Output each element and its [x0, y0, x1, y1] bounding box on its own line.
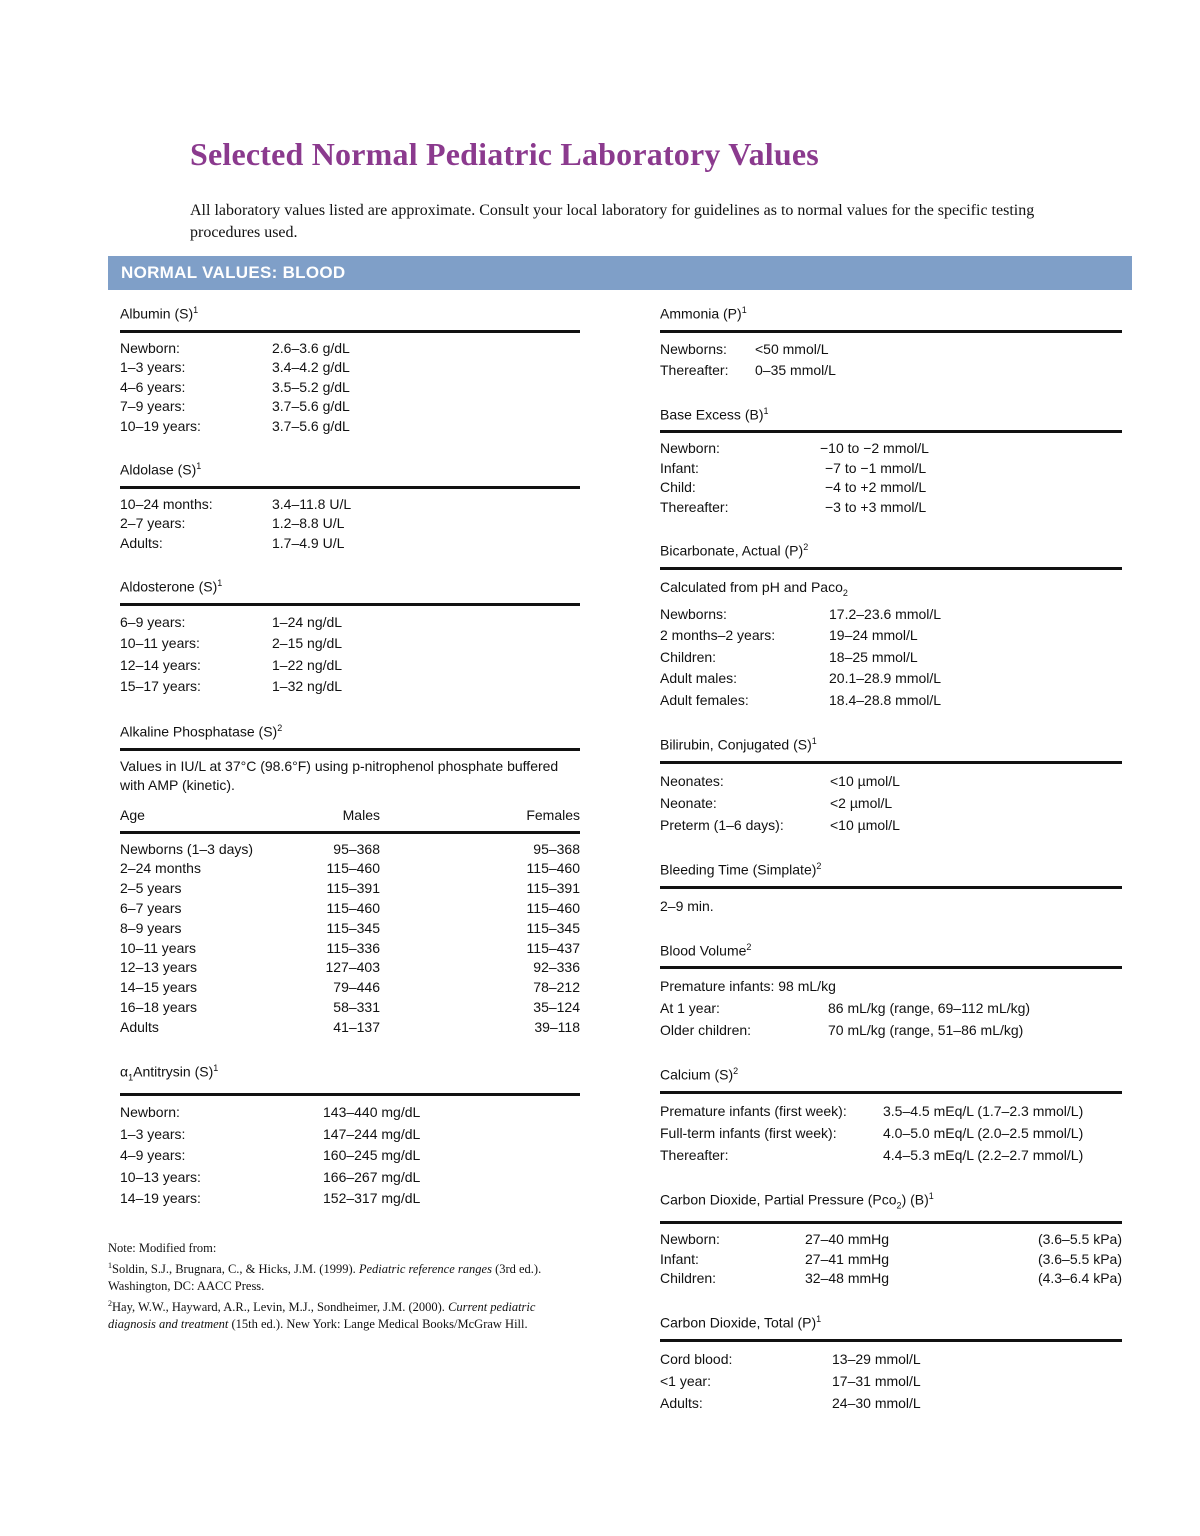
section-banner	[108, 256, 1132, 290]
table-row: 10–19 years: 3.7–5.6 g/dL	[120, 417, 350, 434]
section-title: Carbon Dioxide, Partial Pressure (Pco$_2$) $(B)^1$	[660, 1190, 934, 1211]
note-lead: Note: Modified from:	[108, 1241, 217, 1255]
divider	[660, 1339, 1122, 1342]
table-row: 2–7 years: 1.2–8.8 U/L	[120, 515, 345, 532]
table-row: 14–19 years: 152–317 mg/dL	[120, 1190, 421, 1207]
section-title: Bicarbonate, Actual $(P)^2$	[660, 542, 809, 559]
section-title: Bilirubin, Conjugated $(S)^1$	[660, 736, 817, 753]
divider	[660, 1221, 1122, 1224]
table-row: 2–24 months 115–460 115–460	[120, 860, 580, 877]
table-row: Newborns: 17.2–23.6 mmol/L	[660, 605, 942, 622]
pco2-section	[660, 1182, 1122, 1289]
table-row: Older children: 70 mL/kg (range, 51–86 mL/kg)	[660, 1022, 1024, 1039]
table-row: Newborns (1–3 days) 95–368 95–368	[120, 840, 580, 857]
table-row: 2 months–2 years: 19–24 mmol/L	[660, 627, 918, 644]
table-row: 8–9 years 115–345 115–345	[120, 919, 580, 936]
bilirubin-section	[660, 727, 1122, 836]
table-row: Adult females: 18.4–28.8 mmol/L	[660, 691, 942, 708]
table-row: Newborn: 27–40 mmHg (3.6–5.5 kPa)	[660, 1231, 1122, 1248]
table-row: 10–11 years 115–336 115–437	[120, 939, 580, 956]
value-text: 2–9 min.	[660, 897, 714, 914]
section-title: Ammonia $(P)^1$	[660, 305, 747, 322]
table-row: <1 year: 17–31 mmol/L	[660, 1372, 921, 1389]
table-row: 7–9 years: 3.7–5.6 g/dL	[120, 398, 350, 415]
section-title: Aldosterone $(S)^1$	[120, 578, 223, 595]
table-row: Neonates: <10 µmol/L	[660, 772, 900, 789]
table-row: 10–11 years: 2–15 ng/dL	[120, 635, 343, 652]
table-row: 1–3 years: 147–244 mg/dL	[120, 1125, 421, 1142]
bicarbonate-section	[660, 533, 1122, 711]
table-row: Newborn: 2.6–3.6 g/dL	[120, 339, 350, 356]
table-row: 6–9 years: 1–24 ng/dL	[120, 613, 343, 630]
ammonia-section	[660, 296, 1122, 381]
table-row: Adults 41–137 39–118	[120, 1018, 580, 1035]
table-row: Infant: −7 to −1 mmol/L	[660, 459, 927, 476]
intro-text: All laboratory values listed are approximate. Consult your local laboratory for guidelines as to normal values for the specific testing procedures used.	[190, 202, 1035, 241]
table-row: 10–13 years: 166–267 mg/dL	[120, 1168, 421, 1185]
albumin-section	[120, 296, 580, 436]
divider	[660, 430, 1122, 433]
divider	[660, 330, 1122, 333]
antitrypsin-section	[120, 1054, 580, 1210]
left-column	[120, 296, 580, 1226]
reference-2: $^2$Hay, W.W., Hayward, A.R., Levin, M.J., Sondheimer, J.M. (2000). Current pediatric diagnosis and treatment (15th ed.). New York: Lange Medical Books/McGraw Hill.	[108, 1299, 536, 1332]
table-row: 16–18 years 58–331 35–124	[120, 999, 580, 1015]
table-row: Neonate: <2 µmol/L	[660, 794, 893, 811]
divider	[660, 886, 1122, 889]
table-row: 1–3 years: 3.4–4.2 g/dL	[120, 359, 350, 376]
references-note	[108, 1240, 558, 1333]
banner-label: NORMAL VALUES: BLOOD	[121, 263, 346, 282]
page-title: Selected Normal Pediatric Laboratory Values	[190, 136, 819, 172]
section-title: Calcium $(S)^2$	[660, 1066, 739, 1083]
section-title: Blood Volume$^2$	[660, 941, 752, 959]
table-header: Age Males Females	[120, 806, 580, 823]
table-row: At 1 year: 86 mL/kg (range, 69–112 mL/kg)	[660, 1000, 1031, 1017]
divider	[120, 831, 580, 834]
section-title: Alkaline Phosphatase $(S)^2$	[120, 722, 283, 740]
table-row: 15–17 years: 1–32 ng/dL	[120, 678, 343, 695]
table-row: Premature infants (first week): 3.5–4.5 mEq/L (1.7–2.3 mmol/L)	[660, 1102, 1084, 1119]
table-row: Children: 32–48 mmHg (4.3–6.4 kPa)	[660, 1270, 1122, 1287]
section-title: Base Excess $(B)^1$	[660, 405, 769, 423]
blood-volume-section	[660, 933, 1122, 1042]
table-row: Adults: 24–30 mmol/L	[660, 1394, 921, 1411]
divider	[660, 1091, 1122, 1094]
section-title: Aldolase $(S)^1$	[120, 461, 202, 478]
table-row: Cord blood: 13–29 mmol/L	[660, 1350, 921, 1367]
table-row: 2–5 years 115–391 115–391	[120, 880, 580, 897]
table-row: 10–24 months: 3.4–11.8 U/L	[120, 495, 352, 512]
co2-total-section	[660, 1305, 1122, 1414]
bleeding-time-section	[660, 852, 1122, 917]
aldosterone-section	[120, 569, 580, 698]
table-row: Newborn: 143–440 mg/dL	[120, 1104, 421, 1121]
divider	[660, 761, 1122, 764]
table-row: Newborn: −10 to −2 mmol/L	[660, 440, 929, 457]
divider	[120, 603, 580, 606]
table-row: Thereafter: −3 to +3 mmol/L	[660, 498, 927, 515]
right-column	[660, 296, 1122, 1430]
table-row: Child: −4 to +2 mmol/L	[660, 479, 927, 496]
section-title: Carbon Dioxide, Total $(P)^1$	[660, 1313, 822, 1331]
section-title: Albumin $(S)^1$	[120, 305, 199, 322]
table-row: 4–9 years: 160–245 mg/dL	[120, 1147, 421, 1164]
divider	[120, 748, 580, 751]
table-row: 12–13 years 127–403 92–336	[120, 959, 580, 976]
aldolase-section	[120, 452, 580, 553]
divider	[660, 966, 1122, 969]
table-row: Children: 18–25 mmol/L	[660, 648, 918, 665]
table-row: Adult males: 20.1–28.9 mmol/L	[660, 670, 942, 687]
table-row: 14–15 years 79–446 78–212	[120, 979, 580, 996]
table-row: Preterm (1–6 days): <10 µmol/L	[660, 816, 900, 833]
section-title: Bleeding Time (Simplate)$^2$	[660, 860, 822, 878]
base-excess-section	[660, 397, 1122, 518]
calc-note: Calculated from pH and Paco$_2$	[660, 578, 848, 598]
alkaline-phosphatase-section	[120, 714, 580, 1038]
table-row: 6–7 years 115–460 115–460	[120, 900, 580, 917]
value-text: Premature infants: 98 mL/kg	[660, 978, 836, 995]
table-row: Full-term infants (first week): 4.0–5.0 mEq/L (2.0–2.5 mmol/L)	[660, 1124, 1084, 1141]
table-row: 4–6 years: 3.5–5.2 g/dL	[120, 378, 350, 395]
table-row: 12–14 years: 1–22 ng/dL	[120, 656, 343, 673]
divider	[120, 330, 580, 333]
table-row: Newborns: <50 mmol/L	[660, 340, 829, 357]
table-row: Thereafter: 0–35 mmol/L	[660, 361, 836, 378]
calcium-section	[660, 1057, 1122, 1166]
divider	[120, 1093, 580, 1096]
divider	[120, 486, 580, 489]
table-row: Thereafter: 4.4–5.3 mEq/L (2.2–2.7 mmol/L)	[660, 1146, 1084, 1163]
section-title: $\alpha_1Antitrysin$ $(S)^1$	[120, 1062, 219, 1083]
method-note: Values in IU/L at 37°C (98.6°F) using p-nitrophenol phosphate buffered with AMP (kinetic).	[120, 757, 559, 793]
divider	[660, 567, 1122, 570]
table-row: Infant: 27–41 mmHg (3.6–5.5 kPa)	[660, 1250, 1122, 1267]
table-row: Adults: 1.7–4.9 U/L	[120, 534, 345, 551]
reference-1: $^1$Soldin, S.J., Brugnara, C., & Hicks, J.M. (1999). Pediatric reference ranges (3rd ed.). Washington, DC: AACC Press.	[108, 1261, 542, 1294]
